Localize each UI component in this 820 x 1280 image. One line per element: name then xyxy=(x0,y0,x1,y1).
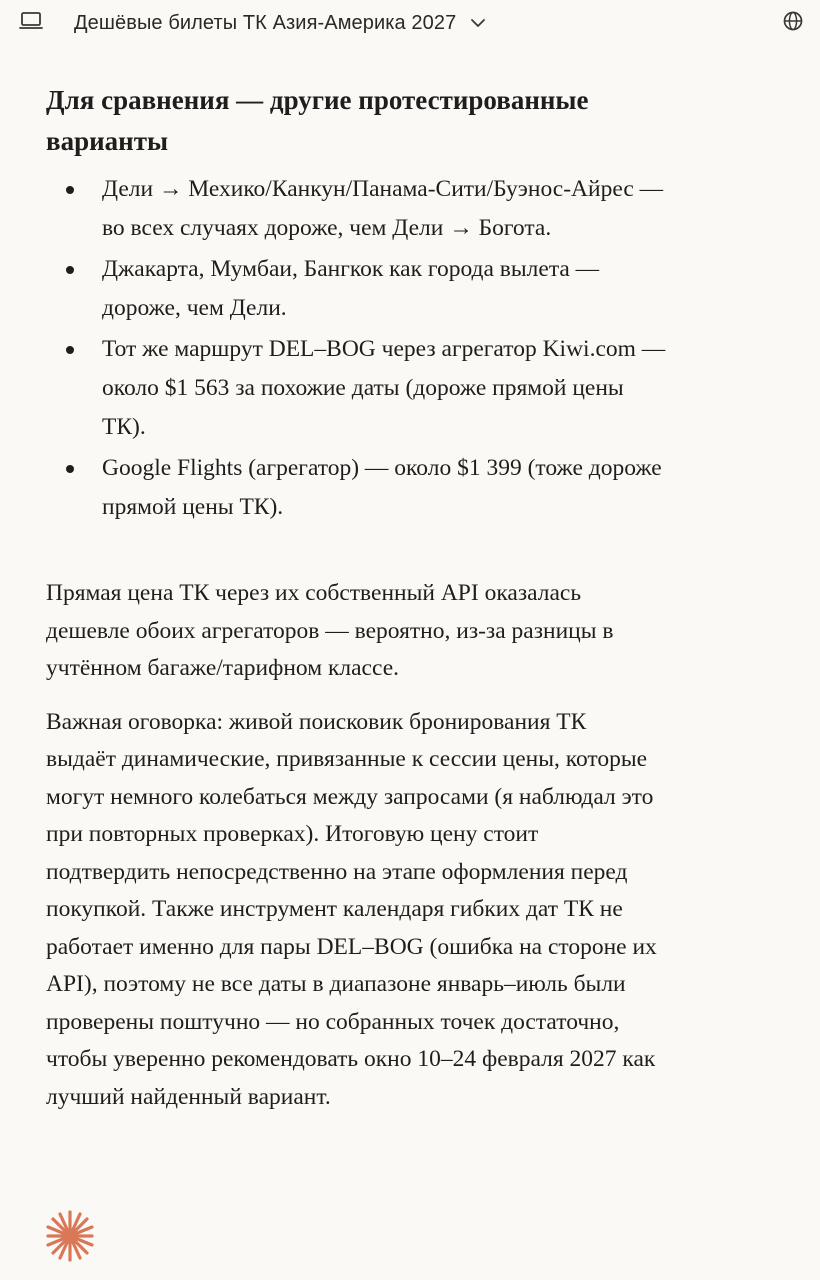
paragraph-line: Важная оговорка: живой поисковик бронирования ТК xyxy=(46,708,587,735)
bullet-dot xyxy=(66,465,74,473)
paragraph-caveat xyxy=(46,704,776,1117)
paragraph-api-price xyxy=(46,575,776,688)
bullet-dot xyxy=(66,266,74,274)
paragraph-line: могут немного колебаться между запросами (я наблюдал это xyxy=(46,783,654,810)
list-item-line: Джакарта, Мумбаи, Бангкок как города вылета — xyxy=(102,256,600,282)
globe-button[interactable] xyxy=(779,9,807,37)
sidebar-toggle-button[interactable] xyxy=(16,10,46,36)
paragraph-line: покупкой. Также инструмент календаря гибких дат ТК не xyxy=(46,896,623,922)
list-item-line: дороже, чем Дели. xyxy=(102,295,287,321)
message-content xyxy=(46,80,776,1116)
paragraph-line: работает именно для пары DEL–BOG (ошибка на стороне их xyxy=(46,933,657,960)
comparison-list xyxy=(46,170,776,527)
asterisk-logo-icon xyxy=(42,1208,98,1264)
list-item-line: Тот же маршрут DEL–BOG через агрегатор Kiwi.com — xyxy=(102,336,666,362)
heading-line: Для сравнения — другие протестированные xyxy=(46,85,589,115)
paragraph-line: учтённом багаже/тарифном классе. xyxy=(46,655,400,681)
paragraph-line: подтвердить непосредственно на этапе оформления перед xyxy=(46,858,628,885)
paragraph-line: при повторных проверках). Итоговую цену стоит xyxy=(46,821,539,847)
paragraph-line: Прямая цена ТК через их собственный API оказалась xyxy=(46,580,582,606)
list-item-line: Дели → Мехико/Канкун/Панама-Сити/Буэнос-Айрес — xyxy=(102,176,664,202)
paragraph-line: проверены поштучно — но собранных точек достаточно, xyxy=(46,1008,620,1035)
list-item-line: прямой цены ТК). xyxy=(102,494,284,520)
chevron-down-icon xyxy=(470,17,486,29)
list-item xyxy=(46,170,776,248)
list-item-line: во всех случаях дороже, чем Дели → Богота. xyxy=(102,215,552,241)
bullet-dot xyxy=(66,346,74,354)
top-bar xyxy=(0,0,820,46)
list-item xyxy=(46,330,776,447)
list-item xyxy=(46,449,776,527)
heading-line: варианты xyxy=(46,126,169,156)
list-item-line: около $1 563 за похожие даты (дороже прямой цены xyxy=(102,375,624,401)
conversation-title-dropdown[interactable] xyxy=(74,10,486,36)
paragraph-line: выдаёт динамические, привязанные к сессии цены, которые xyxy=(46,746,648,772)
conversation-title: Дешёвые билеты ТК Азия-Америка 2027 xyxy=(74,11,457,34)
paragraph-line: API), поэтому не все даты в диапазоне январь–июль были xyxy=(46,971,626,997)
sidebar-toggle-icon xyxy=(19,11,43,36)
section-heading xyxy=(46,80,776,162)
list-item-line: ТК). xyxy=(102,414,146,440)
list-item xyxy=(46,250,776,328)
paragraph-line: чтобы уверенно рекомендовать окно 10–24 февраля 2027 как xyxy=(46,1046,656,1072)
list-item-line: Google Flights (агрегатор) — около $1 399 (тоже дороже xyxy=(102,455,662,481)
bullet-dot xyxy=(66,186,74,194)
paragraph-line: дешевле обоих агрегаторов — вероятно, из-за разницы в xyxy=(46,617,614,644)
globe-icon xyxy=(782,10,804,37)
paragraph-line: лучший найденный вариант. xyxy=(46,1083,331,1110)
